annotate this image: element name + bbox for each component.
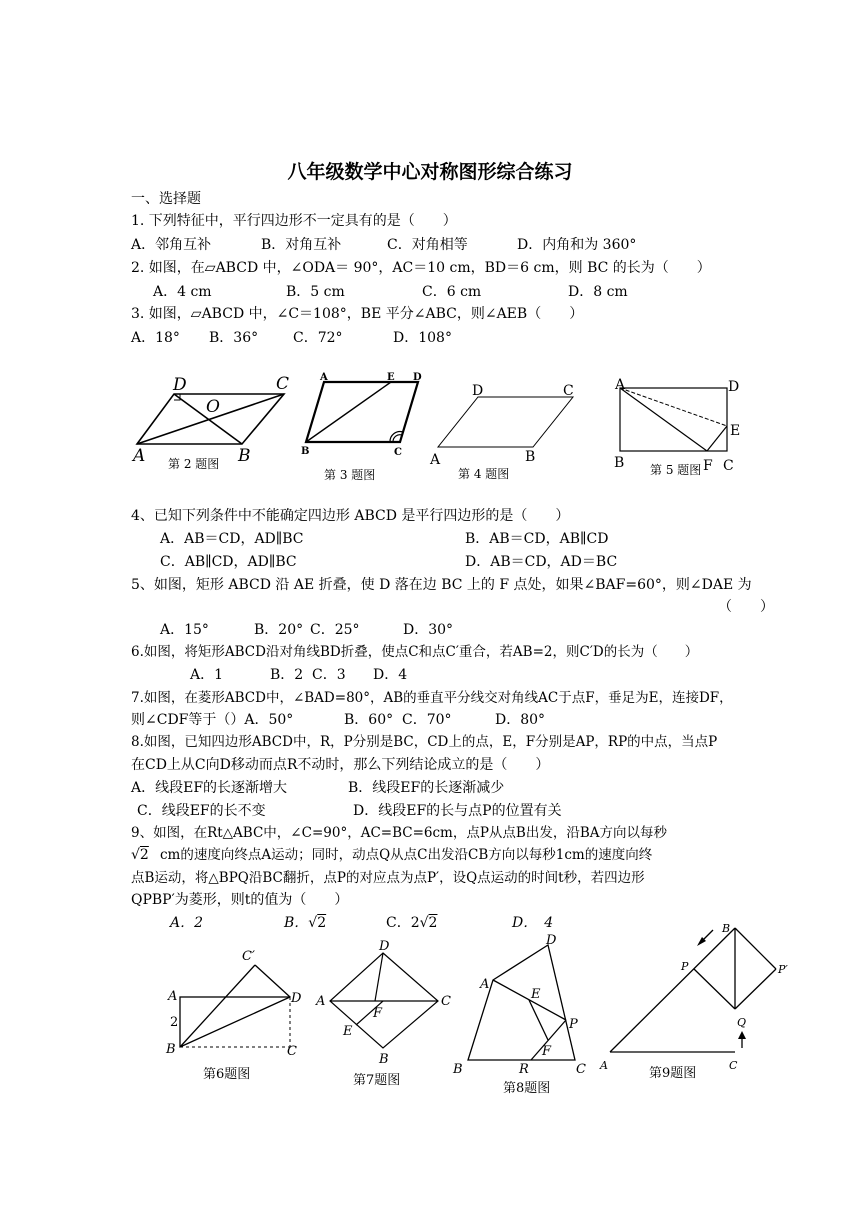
q9-option-b: B．√2 bbox=[284, 915, 327, 931]
q5-option-d: D．30° bbox=[403, 622, 454, 638]
q9-line2: cm的速度向终点A运动；同时，动点Q从点C出发沿CB方向以每秒1cm的速度向终 bbox=[160, 847, 653, 863]
figure-3 bbox=[298, 372, 428, 482]
fig8-label-e: E bbox=[531, 987, 541, 1002]
fig9-label-q: Q bbox=[737, 1016, 747, 1029]
q1-stem: 1. 下列特征中，平行四边形不一定具有的是（ ） bbox=[131, 213, 457, 229]
q2-option-c: C．6 cm bbox=[422, 284, 482, 300]
fig5-caption: 第 5 题图 bbox=[650, 463, 702, 477]
q9-line3: 点B运动，将△BPQ沿BC翻折，点P的对应点为点P′，设Q点运动的时间t秒，若四边形 bbox=[131, 870, 645, 886]
fig7-label-f: F bbox=[373, 1006, 383, 1021]
q7-option-b: B．60° bbox=[344, 712, 394, 728]
q7-line2: 则∠CDF等于（）A．50° bbox=[131, 712, 294, 728]
fig7-label-b: B bbox=[379, 1052, 389, 1067]
fig8-label-a: A bbox=[480, 977, 490, 992]
fig9-label-pprime: P′ bbox=[778, 963, 788, 976]
fig8-label-d: D bbox=[546, 933, 557, 948]
q7-option-d: D．80° bbox=[495, 712, 546, 728]
fig4-label-a: A bbox=[430, 452, 441, 468]
fig3-caption: 第 3 题图 bbox=[324, 468, 376, 482]
fig9-label-p: P bbox=[681, 960, 689, 973]
fig7-caption: 第7题图 bbox=[353, 1073, 401, 1088]
q4-stem: 4、已知下列条件中不能确定四边形 ABCD 是平行四边形的是（ ） bbox=[131, 508, 570, 524]
section-heading: 一、选择题 bbox=[131, 191, 201, 207]
fig2-label-c: C bbox=[276, 374, 290, 394]
q9-option-d: D． 4 bbox=[512, 915, 554, 931]
q5-option-b: B．20° bbox=[254, 622, 304, 638]
q8-option-a: A．线段EF的长逐渐增大 bbox=[131, 780, 288, 796]
q4-option-b: B．AB＝CD，AB∥CD bbox=[465, 531, 609, 547]
q3-option-c: C．72° bbox=[293, 330, 343, 346]
fig6-label-c: C bbox=[287, 1044, 297, 1059]
q8-option-b: B．线段EF的长逐渐减少 bbox=[348, 780, 505, 796]
figure-4 bbox=[428, 380, 588, 484]
q6-option-d: D．4 bbox=[373, 667, 408, 683]
fig6-label-b: B bbox=[166, 1042, 176, 1057]
q5-option-a: A．15° bbox=[160, 622, 209, 638]
q9-line1: 9、如图，在Rt△ABC中，∠C=90°，AC=BC=6cm，点P从点B出发，沿BA方向以每秒 bbox=[131, 825, 668, 841]
fig8-label-c: C bbox=[576, 1062, 586, 1077]
q3-option-b: B．36° bbox=[209, 330, 259, 346]
q3-stem: 3. 如图，▱ABCD 中，∠C＝108°，BE 平分∠ABC，则∠AEB（ ） bbox=[131, 306, 584, 322]
figure-8 bbox=[453, 928, 603, 1100]
q2-stem: 2. 如图，在▱ABCD 中，∠ODA＝ 90°，AC＝10 cm，BD＝6 cm，则 BC 的长为（ ） bbox=[131, 260, 711, 276]
fig4-label-c: C bbox=[563, 383, 574, 399]
q1-option-c: C．对角相等 bbox=[387, 237, 468, 253]
fig5-label-d: D bbox=[728, 379, 740, 395]
fig3-label-b: B bbox=[301, 446, 310, 457]
fig5-label-f: F bbox=[703, 458, 713, 474]
q1-option-d: D．内角和为 360° bbox=[517, 237, 637, 253]
fig5-label-b: B bbox=[614, 455, 625, 471]
figure-2 bbox=[132, 372, 292, 472]
q5-option-c: C．25° bbox=[310, 622, 360, 638]
figure-9 bbox=[596, 918, 796, 1083]
fig7-label-e: E bbox=[343, 1024, 353, 1039]
fig7-label-a: A bbox=[316, 994, 326, 1009]
fig8-label-f: F bbox=[542, 1044, 552, 1059]
page-title: 八年级数学中心对称图形综合练习 bbox=[287, 161, 573, 183]
fig2-label-a: A bbox=[133, 446, 146, 466]
q5-stem: 5、如图，矩形 ABCD 沿 AE 折叠，使 D 落在边 BC 上的 F 点处，如果∠BAF=60°，则∠DAE 为 bbox=[131, 577, 752, 593]
fig2-label-d: D bbox=[173, 375, 187, 395]
q4-option-c: C．AB∥CD，AD∥BC bbox=[160, 554, 297, 570]
fig3-label-a: A bbox=[320, 372, 328, 383]
fig9-label-c: C bbox=[729, 1059, 738, 1072]
fig5-label-a: A bbox=[615, 377, 626, 393]
fig6-label-d: D bbox=[291, 991, 302, 1006]
q9-option-a: A．2 bbox=[170, 915, 204, 931]
fig5-label-e: E bbox=[730, 423, 741, 439]
q6-option-c: C．3 bbox=[312, 667, 346, 683]
fig6-label-2: 2 bbox=[170, 1015, 179, 1030]
fig7-label-d: D bbox=[379, 939, 390, 954]
q3-option-d: D．108° bbox=[393, 330, 452, 346]
q2-option-d: D．8 cm bbox=[568, 284, 628, 300]
fig4-label-d: D bbox=[472, 383, 484, 399]
q8-option-c: C．线段EF的长不变 bbox=[137, 803, 266, 819]
q1-option-b: B．对角互补 bbox=[261, 237, 342, 253]
fig8-label-r: R bbox=[519, 1062, 529, 1077]
fig8-label-p: P bbox=[569, 1017, 578, 1032]
fig5-label-c: C bbox=[723, 458, 734, 474]
fig8-label-b: B bbox=[453, 1062, 463, 1077]
fig8-caption: 第8题图 bbox=[503, 1081, 551, 1096]
q6-option-a: A．1 bbox=[190, 667, 224, 683]
fig2-caption: 第 2 题图 bbox=[168, 457, 220, 471]
fig9-label-a: A bbox=[600, 1059, 608, 1072]
q5-answer-paren: （ ） bbox=[718, 599, 774, 615]
q6-option-b: B．2 bbox=[270, 667, 304, 683]
fig6-caption: 第6题图 bbox=[203, 1067, 251, 1082]
fig6-label-cprime: C′ bbox=[242, 949, 255, 964]
fig4-label-b: B bbox=[525, 449, 536, 465]
q9-sqrt2-speed: √2 bbox=[131, 847, 149, 863]
q8-line2: 在CD上从C向D移动而点R不动时，那么下列结论成立的是（ ） bbox=[131, 757, 550, 773]
q9-option-c: C．2√2 bbox=[386, 915, 438, 931]
q2-option-a: A．4 cm bbox=[153, 284, 212, 300]
fig4-caption: 第 4 题图 bbox=[458, 467, 510, 481]
q4-option-a: A．AB＝CD，AD∥BC bbox=[160, 531, 304, 547]
fig2-label-o: O bbox=[206, 397, 220, 417]
fig2-label-b: B bbox=[238, 446, 251, 466]
q8-line1: 8.如图，已知四边形ABCD中，R，P分别是BC，CD上的点，E，F分别是AP，RP的中点，当点P bbox=[131, 734, 718, 750]
q1-option-a: A．邻角互补 bbox=[131, 237, 212, 253]
figure-7 bbox=[313, 935, 463, 1090]
fig7-label-c: C bbox=[441, 994, 451, 1009]
q7-option-c: C．70° bbox=[402, 712, 452, 728]
q2-option-b: B．5 cm bbox=[286, 284, 345, 300]
q8-option-d: D．线段EF的长与点P的位置有关 bbox=[353, 803, 562, 819]
q3-option-a: A．18° bbox=[131, 330, 180, 346]
q4-option-d: D．AB＝CD，AD＝BC bbox=[465, 554, 618, 570]
q6-stem: 6.如图，将矩形ABCD沿对角线BD折叠，使点C和点C′重合，若AB=2，则C′D的长为（ ） bbox=[131, 644, 699, 660]
fig9-caption: 第9题图 bbox=[649, 1066, 697, 1081]
fig3-label-c: C bbox=[394, 447, 402, 458]
q9-line4: QPBP′为菱形，则t的值为（ ） bbox=[131, 892, 349, 908]
figure-5 bbox=[610, 376, 760, 480]
fig3-label-d: D bbox=[413, 372, 422, 383]
fig3-label-e: E bbox=[387, 372, 395, 383]
q7-line1: 7.如图，在菱形ABCD中，∠BAD=80°，AB的垂直平分线交对角线AC于点F，垂足为E，连接DF， bbox=[131, 690, 733, 706]
figure-6 bbox=[160, 942, 310, 1087]
fig6-label-a: A bbox=[168, 989, 178, 1004]
fig9-label-b: B bbox=[722, 922, 731, 935]
